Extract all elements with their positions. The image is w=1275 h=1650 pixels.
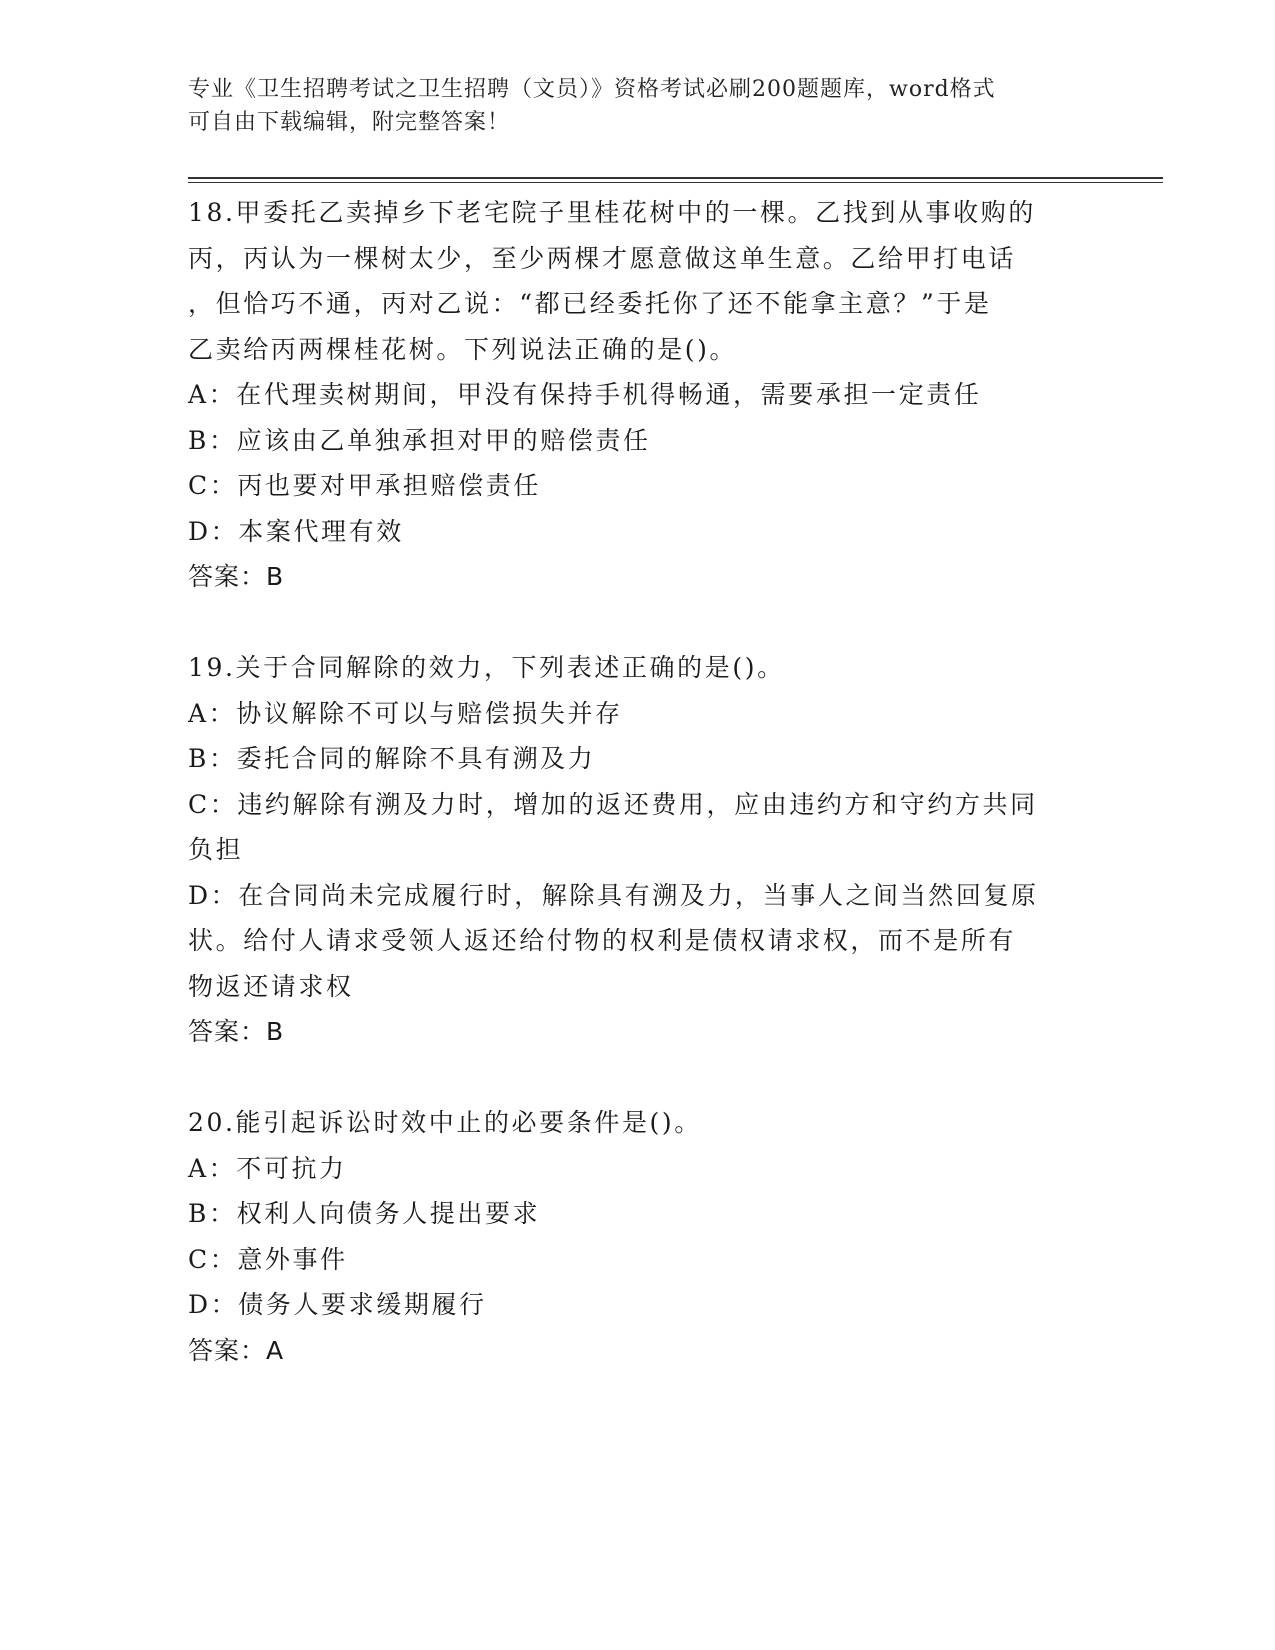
question-list	[188, 190, 1078, 1373]
question-stem-line: ，但恰巧不通，丙对乙说：“都已经委托你了还不能拿主意？”于是	[188, 289, 992, 318]
question-spacer	[188, 1055, 1078, 1101]
question-stem-line: 丙，丙认为一棵树太少，至少两棵才愿意做这单生意。乙给甲打电话	[188, 243, 1017, 273]
option-d-line: D：本案代理有效	[188, 516, 404, 546]
answer-line: 答案：B	[188, 1017, 285, 1046]
option-a-line: A：在代理卖树期间，甲没有保持手机得畅通，需要承担一定责任	[188, 380, 982, 409]
option-a-line: A：协议解除不可以与赔偿损失并存	[188, 698, 623, 728]
question-stem-line: 乙卖给丙两棵桂花树。下列说法正确的是()。	[188, 334, 738, 364]
option-c-line: C：违约解除有溯及力时，增加的返还费用，应由违约方和守约方共同	[188, 789, 1038, 819]
option-b-line: B：权利人向债务人提出要求	[188, 1199, 541, 1228]
document-header	[188, 73, 1068, 139]
option-d-line: D：在合同尚未完成履行时，解除具有溯及力，当事人之间当然回复原	[188, 880, 1039, 910]
question-stem-line: 19.关于合同解除的效力，下列表述正确的是()。	[188, 653, 785, 682]
option-d-line: 状。给付人请求受领人返还给付物的权利是债权请求权，而不是所有	[188, 926, 1017, 955]
option-b-line: B：委托合同的解除不具有溯及力	[188, 744, 596, 773]
question-19	[188, 645, 1078, 1055]
question-spacer	[188, 600, 1078, 646]
option-c-line: C：意外事件	[188, 1244, 348, 1274]
header-line-2: 可自由下载编辑，附完整答案！	[188, 110, 511, 135]
option-c-line: 负担	[188, 835, 244, 864]
question-stem-line: 20.能引起诉讼时效中止的必要条件是()。	[188, 1108, 702, 1137]
header-line-1: 专业《卫生招聘考试之卫生招聘（文员）》资格考试必刷200题题库，word格式	[188, 77, 996, 102]
option-c-line: C：丙也要对甲承担赔偿责任	[188, 471, 541, 500]
option-b-line: B：应该由乙单独承担对甲的赔偿责任	[188, 425, 651, 455]
question-18	[188, 190, 1078, 600]
answer-line: 答案：B	[188, 562, 285, 591]
question-20	[188, 1100, 1078, 1373]
option-d-line: D：债务人要求缓期履行	[188, 1290, 487, 1319]
option-a-line: A：不可抗力	[188, 1153, 347, 1183]
header-divider-thick	[188, 177, 1163, 179]
answer-line: 答案：A	[188, 1335, 285, 1365]
question-stem-line: 18.甲委托乙卖掉乡下老宅院子里桂花树中的一棵。乙找到从事收购的	[188, 198, 1036, 227]
header-divider-thin	[188, 182, 1163, 183]
option-d-line: 物返还请求权	[188, 971, 354, 1001]
